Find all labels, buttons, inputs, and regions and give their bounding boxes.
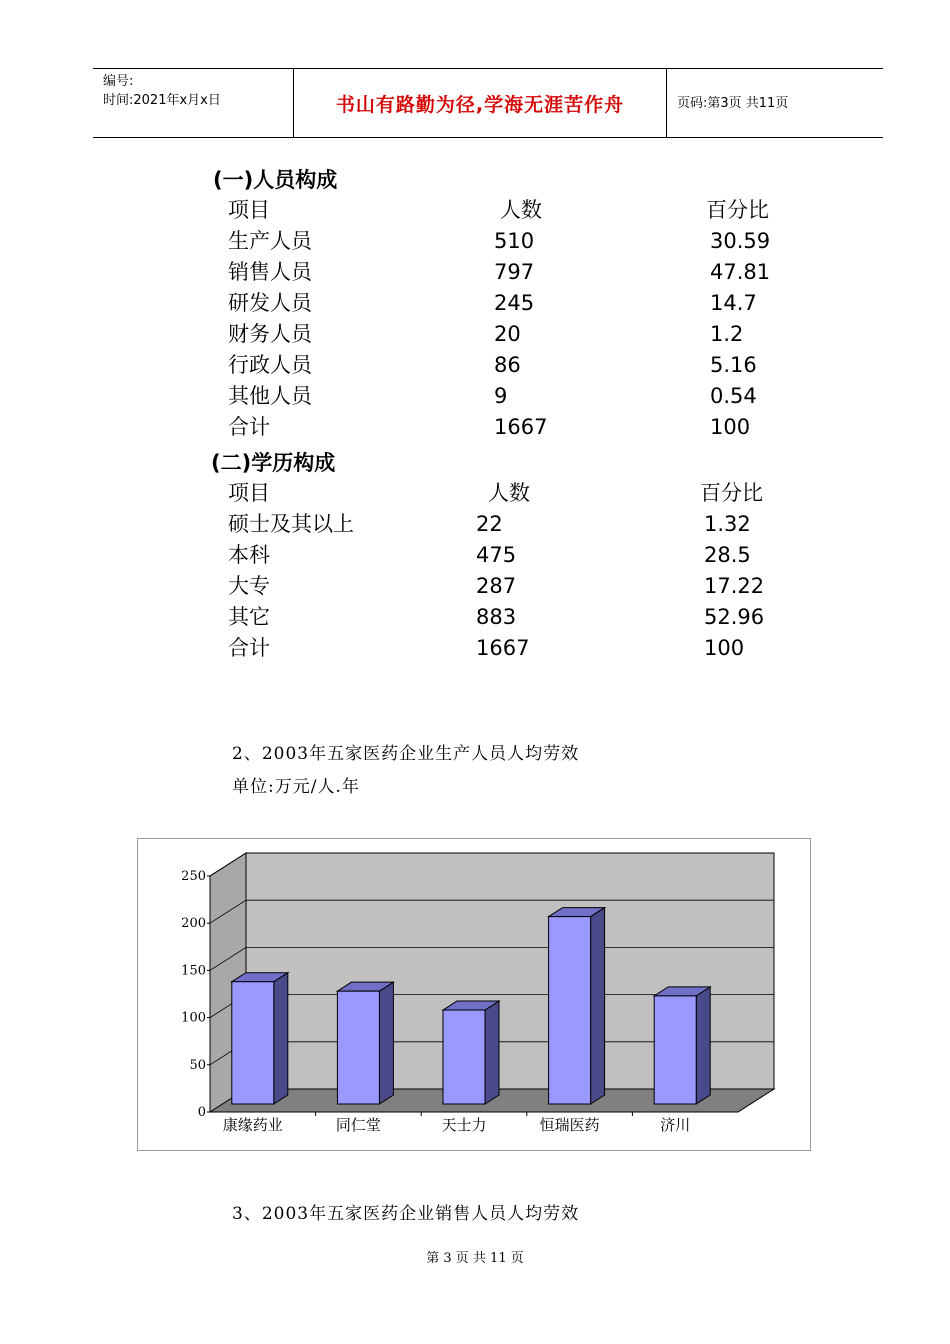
header-meta-cell	[93, 69, 294, 137]
row-percent: 17.22	[704, 574, 765, 598]
row-count: 1667	[476, 636, 530, 660]
unit-caption: 单位:万元/人.年	[232, 777, 360, 797]
row-item: 合计	[228, 636, 270, 660]
row-percent: 52.96	[704, 605, 765, 629]
header-motto-cell	[294, 69, 667, 137]
bar	[654, 996, 696, 1104]
y-tick-label: 150	[181, 963, 206, 979]
row-count: 20	[494, 322, 521, 346]
x-tick-label: 天士力	[441, 1116, 487, 1134]
row-count: 1667	[494, 415, 548, 439]
code-label: 编号:	[103, 74, 134, 89]
col-item: 项目	[228, 481, 270, 505]
row-item: 生产人员	[228, 229, 312, 253]
personnel-title: (一)人员构成	[213, 168, 338, 192]
header-page-cell	[667, 69, 883, 137]
y-tick-label: 100	[181, 1010, 206, 1026]
section2-caption: 2、2003年五家医药企业生产人员人均劳效	[232, 744, 580, 764]
bar-side	[591, 908, 605, 1104]
row-item: 其它	[228, 605, 270, 629]
bar-side	[379, 982, 393, 1104]
row-item: 财务人员	[228, 322, 312, 346]
row-item: 行政人员	[228, 353, 312, 377]
row-item: 销售人员	[228, 260, 312, 284]
col-percent: 百分比	[706, 198, 769, 222]
bar	[232, 982, 274, 1104]
section3-caption: 3、2003年五家医药企业销售人员人均劳效	[232, 1204, 580, 1224]
bar-side	[485, 1001, 499, 1104]
x-tick-label: 同仁堂	[335, 1116, 381, 1134]
row-item: 本科	[228, 543, 270, 567]
motto-text: 书山有路勤为径,学海无涯苦作舟	[335, 93, 625, 116]
bar-side	[696, 987, 710, 1104]
education-title: (二)学历构成	[211, 451, 336, 475]
bar-side	[274, 973, 288, 1104]
col-percent: 百分比	[700, 481, 763, 505]
row-percent: 100	[710, 415, 751, 439]
chart-svg	[138, 839, 810, 1150]
row-percent: 47.81	[710, 260, 771, 284]
document-header	[93, 68, 883, 138]
row-count: 510	[494, 229, 535, 253]
bar	[443, 1010, 485, 1104]
row-item: 研发人员	[228, 291, 312, 315]
row-count: 475	[476, 543, 517, 567]
bar	[337, 991, 379, 1104]
col-count: 人数	[488, 481, 530, 505]
bar	[549, 917, 591, 1104]
row-item: 大专	[228, 574, 270, 598]
row-item: 其他人员	[228, 384, 312, 408]
row-count: 9	[494, 384, 508, 408]
row-count: 245	[494, 291, 535, 315]
row-percent: 0.54	[710, 384, 757, 408]
col-item: 项目	[228, 198, 270, 222]
x-tick-label: 恒瑞医药	[539, 1116, 600, 1134]
time-label: 时间:2021年x月x日	[103, 93, 221, 108]
y-tick-label: 50	[189, 1057, 206, 1073]
row-percent: 30.59	[710, 229, 771, 253]
row-count: 287	[476, 574, 517, 598]
row-count: 86	[494, 353, 521, 377]
row-percent: 1.2	[710, 322, 744, 346]
row-percent: 28.5	[704, 543, 751, 567]
row-percent: 100	[704, 636, 745, 660]
row-count: 797	[494, 260, 535, 284]
page-footer: 第 3 页 共 11 页	[426, 1251, 524, 1266]
labor-efficiency-chart	[137, 838, 811, 1151]
row-percent: 1.32	[704, 512, 751, 536]
row-item: 硕士及其以上	[228, 512, 354, 536]
col-count: 人数	[500, 198, 542, 222]
y-tick-label: 200	[181, 916, 206, 932]
y-tick-label: 250	[181, 869, 206, 884]
row-count: 883	[476, 605, 517, 629]
row-count: 22	[476, 512, 503, 536]
row-percent: 5.16	[710, 353, 757, 377]
x-tick-label: 济川	[660, 1116, 691, 1134]
row-percent: 14.7	[710, 291, 757, 315]
y-tick-label: 0	[197, 1105, 206, 1120]
row-item: 合计	[228, 415, 270, 439]
x-tick-label: 康缘药业	[222, 1116, 283, 1134]
page-label: 页码:第3页 共11页	[677, 95, 789, 111]
